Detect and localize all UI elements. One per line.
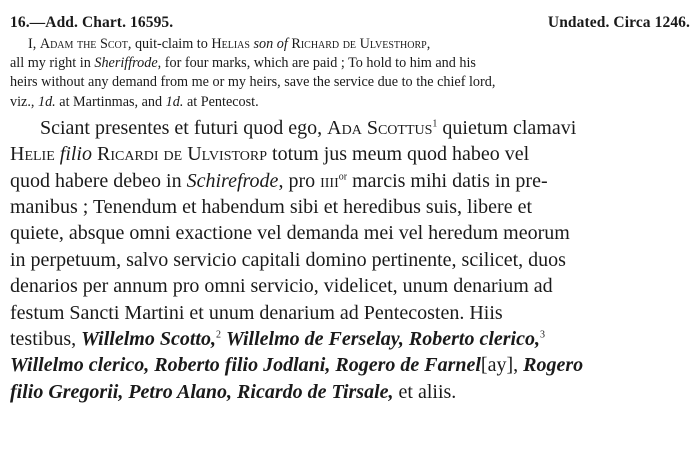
summary-line: heirs without any demand from me or my heirs, save the service due to the chief lord, [10,74,496,91]
latin-text [10,115,690,405]
latin-line: festum Sancti Martini et unum denarium ad Pentecosten. Hiis [10,301,503,324]
footnote-marker: 1 [432,118,438,130]
latin-line: Sciant presentes et futuri quod ego, Ada Scottus$^1$ quietum clamavi [40,116,577,139]
charter-reference: 16.—Add. Chart. 16595. [10,14,174,31]
latin-line: manibus ; Tenendum et habendum sibi et heredibus suis, libere et [10,196,533,219]
summary-line: all my right in Sheriffrode, for four marks, which are paid ; To hold to him and his [10,55,476,72]
summary-line: I, Adam the Scot, quit-claim to Helias son of Richard de Ulvesthorp, [28,36,431,52]
charter-header [10,14,690,32]
latin-line: in perpetuum, salvo servicio capitali domino pertinente, scilicet, duos [10,248,566,271]
latin-line: filio Gregorii, Petro Alano, Ricardo de Tirsale, et aliis. [10,380,457,403]
latin-line: denarios per annum pro omni servicio, videlicet, unum denarium ad [10,275,553,298]
latin-line: quiete, absque omni exactione vel demanda mei vel heredum meorum [10,222,570,245]
latin-line: Willelmo clerico, Roberto filio Jodlani, Rogero de Farnel[ay], Rogero [10,354,584,377]
charter-date: Undated. Circa 1246. [547,14,690,31]
charter-page [10,14,690,405]
footnote-marker: 2 [215,329,221,341]
english-summary [10,35,690,112]
summary-line: viz., 1d. at Martinmas, and 1d. at Pentecost. [10,93,259,110]
latin-line: testibus, Willelmo Scotto,$^2$ Willelmo de Ferselay, Roberto clerico,$^3$ [10,328,545,351]
latin-line: Helie filio Ricardi de Ulvistorp totum jus meum quod habeo vel [10,143,530,166]
latin-line: quod habere debeo in Schirefrode, pro iiii$^{or}$ marcis mihi datis in pre- [10,169,548,192]
footnote-marker: 3 [539,329,545,341]
